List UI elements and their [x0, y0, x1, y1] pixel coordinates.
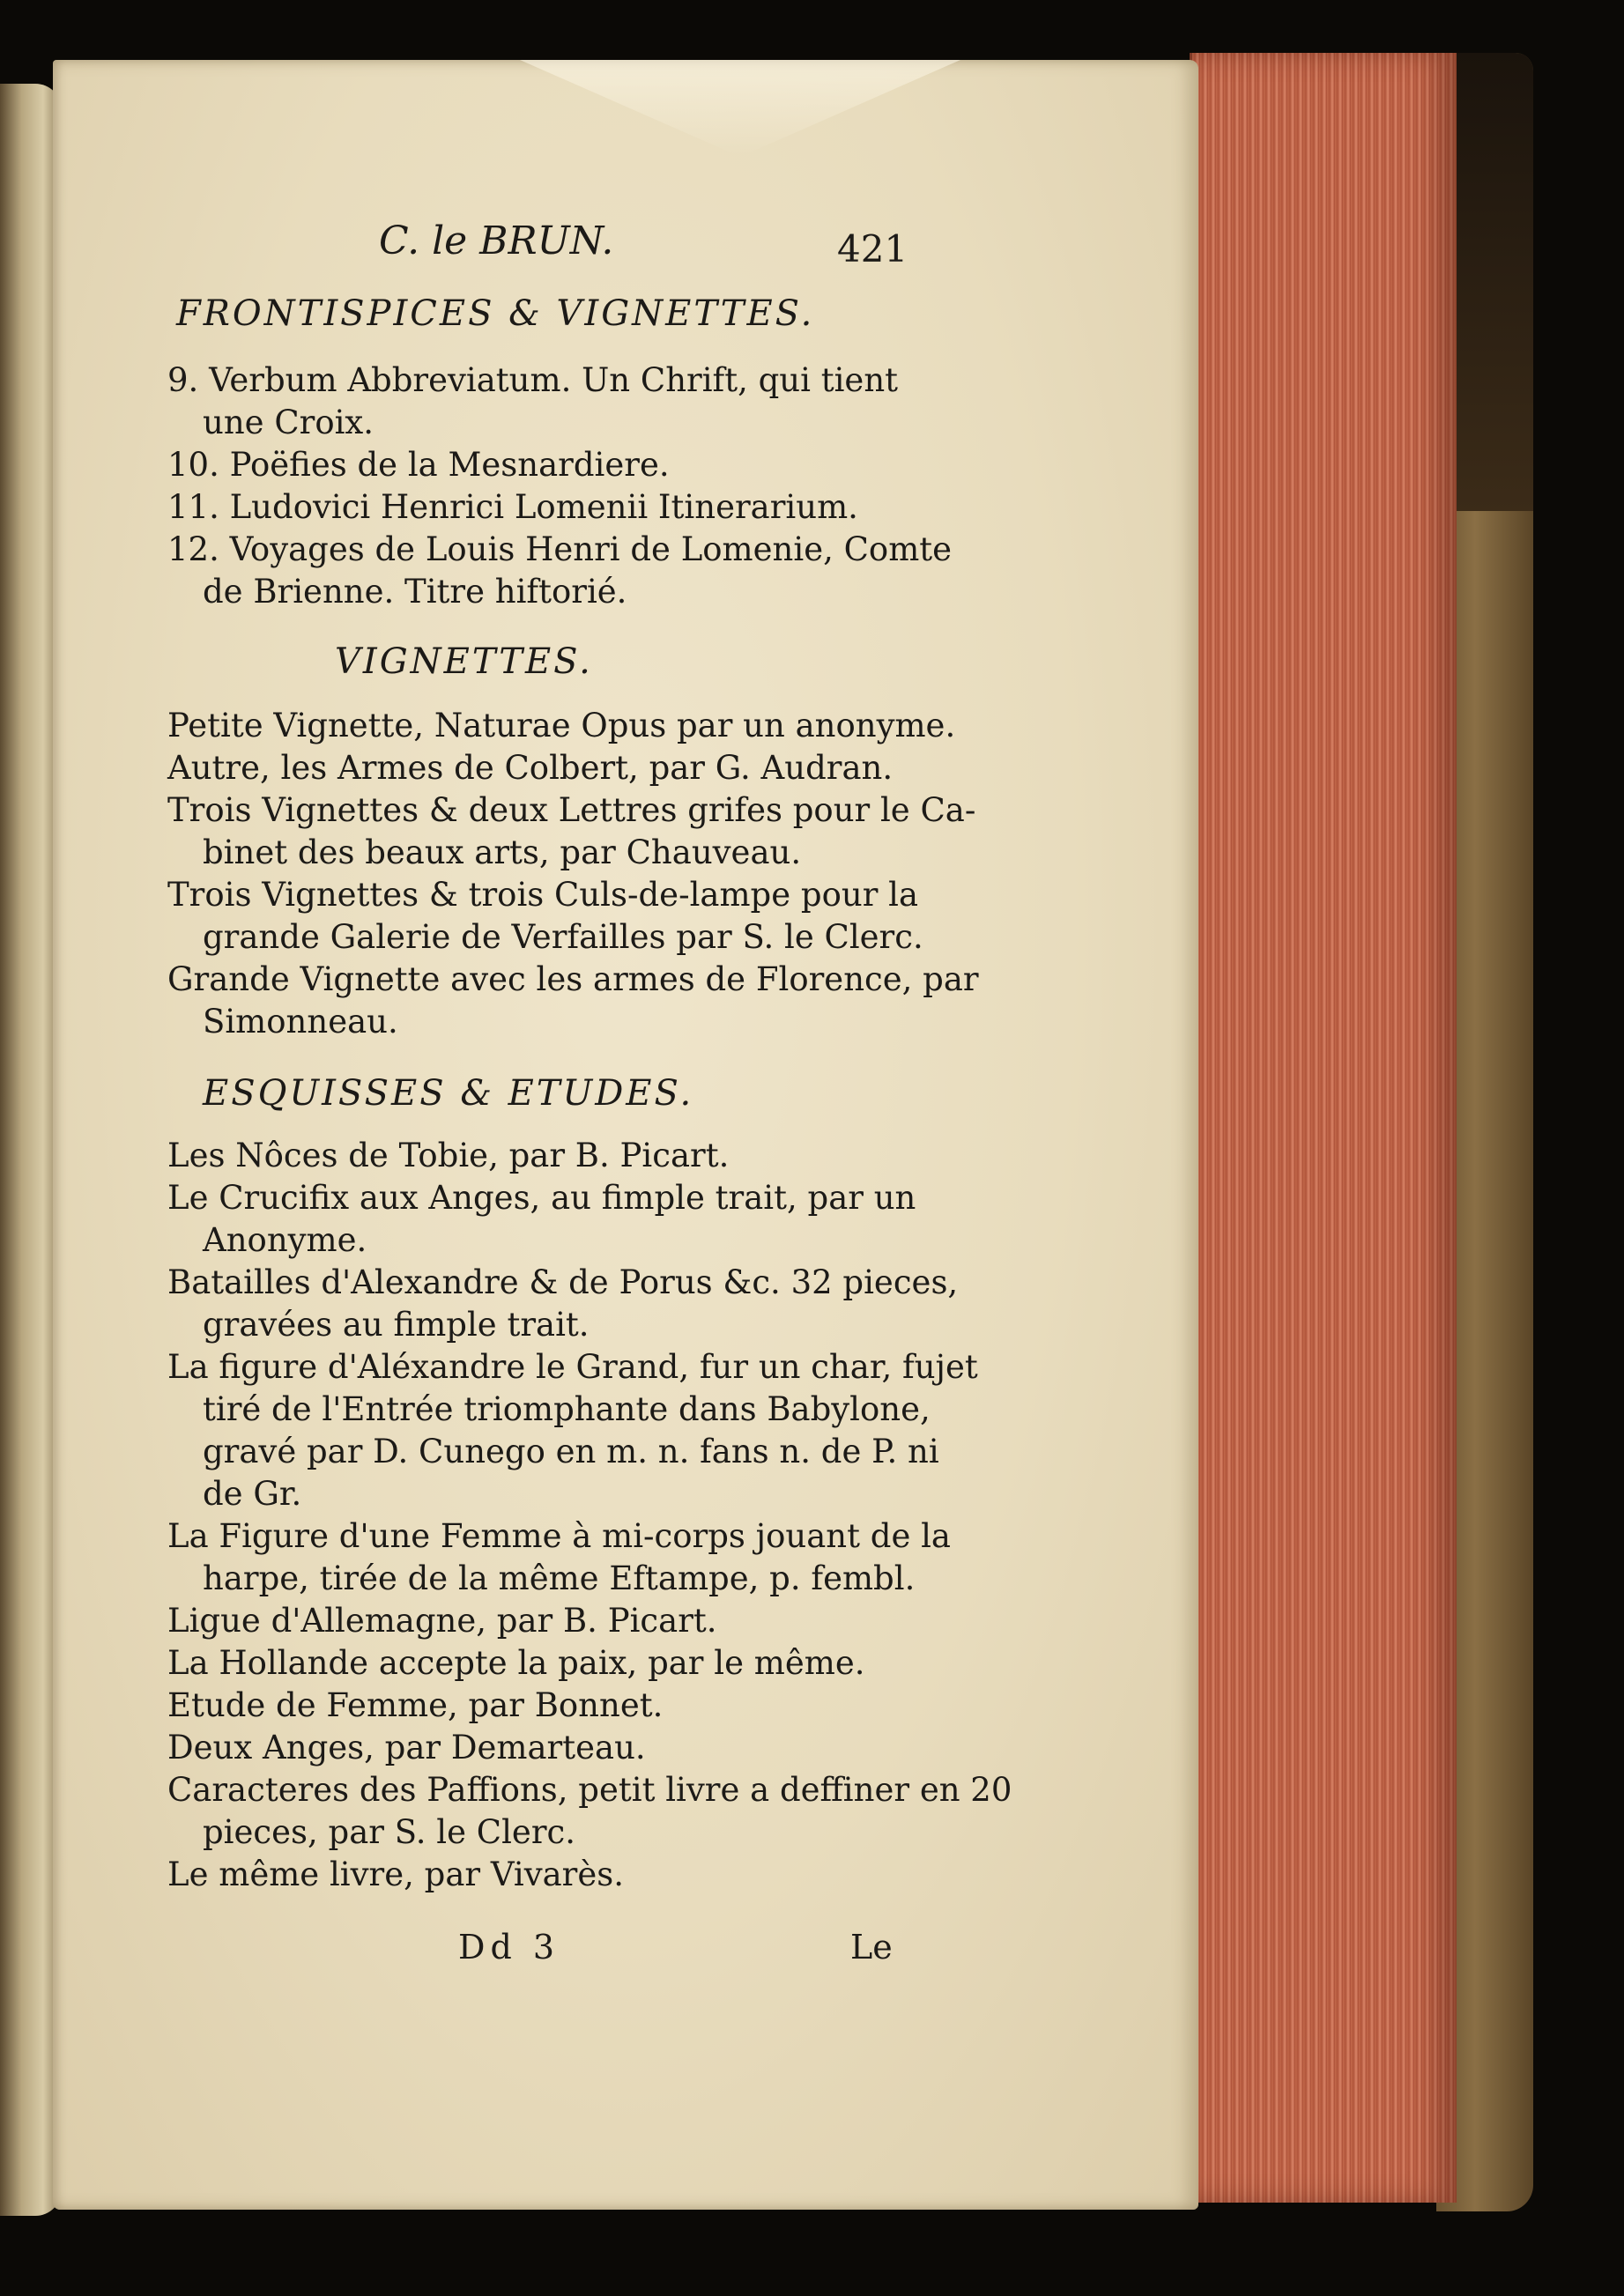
entry-line: Batailles d'Alexandre & de Porus &c. 32 pieces, [167, 1263, 959, 1301]
entry-line: Petite Vignette, Naturae Opus par un anonyme. [167, 707, 956, 744]
entry-line: harpe, tirée de la même Eftampe, p. fembl. [203, 1559, 916, 1597]
entry-line: une Croix. [203, 404, 374, 441]
entry-line: 12. Voyages de Louis Henri de Lomenie, Comte [167, 530, 953, 568]
page-block-edges [1190, 53, 1457, 2203]
entry-line: Trois Vignettes & deux Lettres grifes pour le Ca- [167, 791, 976, 829]
entry-line: Le même livre, par Vivarès. [167, 1855, 625, 1893]
entry-line: de Brienne. Titre hiftorié. [203, 573, 627, 611]
entry-line: Le Crucifix aux Anges, au fimple trait, par un [167, 1179, 916, 1217]
entry-line: de Gr. [203, 1475, 302, 1513]
entry-line: Deux Anges, par Demarteau. [167, 1729, 646, 1766]
entry-line: Grande Vignette avec les armes de Florence, par [167, 960, 979, 998]
entry-line: binet des beaux arts, par Chauveau. [203, 833, 802, 871]
section-heading: FRONTISPICES & VIGNETTES. [176, 293, 815, 334]
page-number: 421 [837, 227, 908, 270]
book-page [53, 60, 1198, 2210]
entry-line: La figure d'Aléxandre le Grand, fur un char, fujet [167, 1348, 978, 1386]
page-fold [520, 60, 960, 157]
signature-mark: Dd 3 [458, 1928, 560, 1966]
entry-line: Trois Vignettes & trois Culs-de-lampe pour la [167, 876, 919, 914]
entry-line: 9. Verbum Abbreviatum. Un Chrift, qui tient [167, 361, 899, 399]
section-heading: VIGNETTES. [335, 641, 593, 682]
entry-line: Simonneau. [203, 1003, 398, 1041]
entry-line: pieces, par S. le Clerc. [203, 1813, 575, 1851]
entry-line: Etude de Femme, par Bonnet. [167, 1686, 664, 1724]
entry-line: La Hollande accepte la paix, par le même. [167, 1644, 865, 1682]
entry-line: tiré de l'Entrée triomphante dans Babylone, [203, 1390, 931, 1428]
section-heading: ESQUISSES & ETUDES. [203, 1073, 694, 1114]
entry-line: Les Nôces de Tobie, par B. Picart. [167, 1137, 730, 1174]
running-title: C. le BRUN. [379, 218, 614, 263]
entry-line: 10. Poëfies de la Mesnardiere. [167, 446, 670, 484]
entry-line: 11. Ludovici Henrici Lomenii Itinerarium. [167, 488, 858, 526]
entry-line: Autre, les Armes de Colbert, par G. Audran. [167, 749, 894, 787]
entry-line: Ligue d'Allemagne, par B. Picart. [167, 1602, 717, 1640]
catchword: Le [850, 1928, 893, 1966]
entry-line: grande Galerie de Verfailles par S. le Clerc. [203, 918, 923, 956]
entry-line: La Figure d'une Femme à mi-corps jouant de la [167, 1517, 951, 1555]
entry-line: Caracteres des Paffions, petit livre a deffiner en 20 [167, 1771, 1012, 1809]
entry-line: gravé par D. Cunego en m. n. fans n. de P. ni [203, 1433, 939, 1470]
entry-line: Anonyme. [203, 1221, 367, 1259]
entry-line: gravées au fimple trait. [203, 1306, 590, 1344]
